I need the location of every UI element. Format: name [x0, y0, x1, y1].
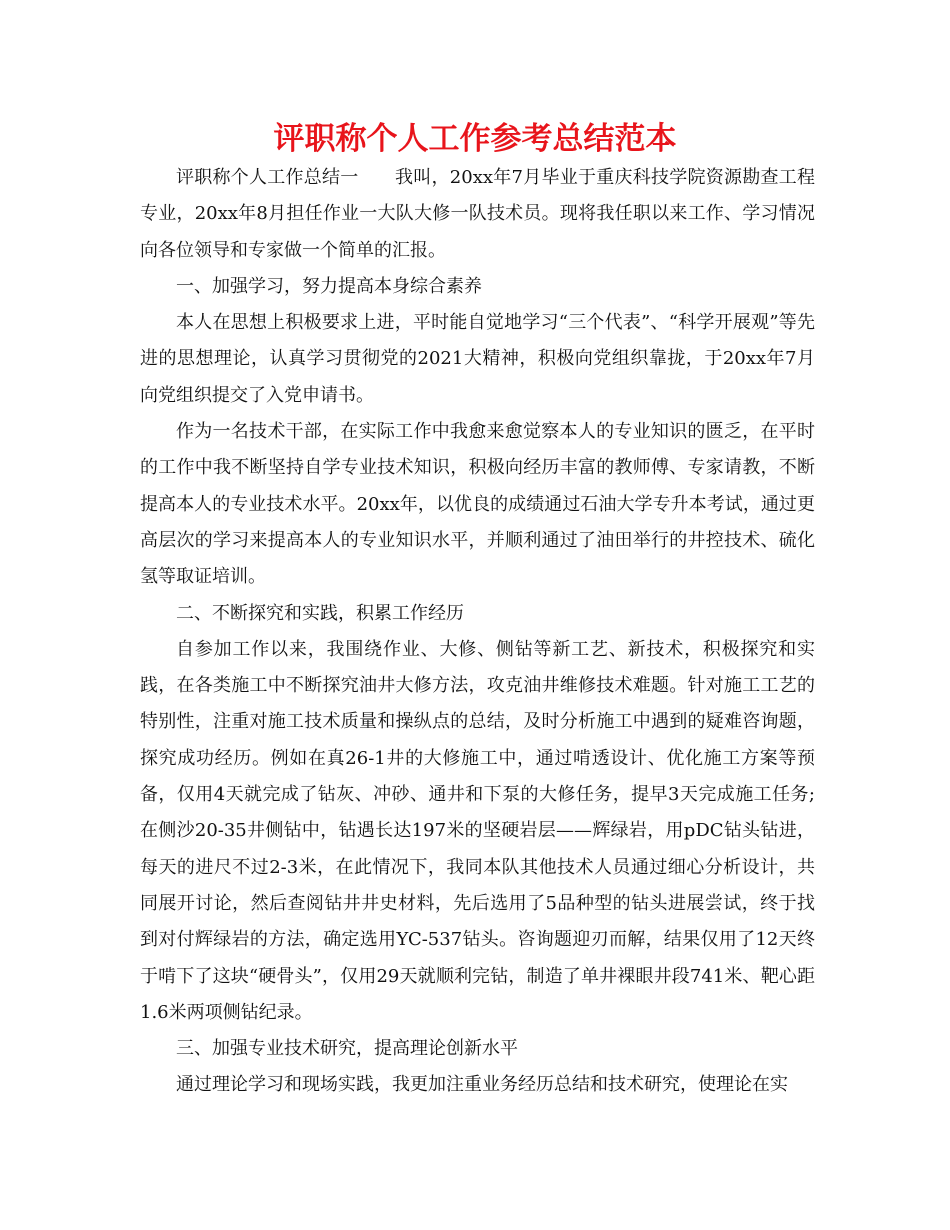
body-paragraph: 通过理论学习和现场实践，我更加注重业务经历总结和技术研究，使理论在实	[176, 1074, 788, 1096]
section-heading-1: 一、加强学习，努力提高本身综合素养	[176, 275, 482, 297]
section-heading-3: 三、加强专业技术研究，提高理论创新水平	[176, 1038, 518, 1060]
body-paragraph: 作为一名技术干部，在实际工作中我愈来愈觉察本人的专业知识的匮乏，在平时的工作中我不断坚持自学专业技术知识，积极向经历丰富的教师傅、专家请教，不断提高本人的专业技术水平。20xx年，以优良的成绩通过石油大学专升本考试，通过更高层次的学习来提高本人的专业知识水平，并顺利通过了油田举行的井控技术、硫化氢等取证培训。	[140, 421, 815, 588]
body-paragraph: 自参加工作以来，我围绕作业、大修、侧钻等新工艺、新技术，积极探究和实践，在各类施工中不断探究油井大修方法，攻克油井维修技术难题。针对施工工艺的特别性，注重对施工技术质量和操纵点的总结，及时分析施工中遇到的疑难咨询题，探究成功经历。例如在真26-1井的大修施工中，通过啃透设计、优化施工方案等预备，仅用4天就完成了钻灰、冲砂、通井和下泵的大修任务，提早3天完成施工任务;在侧沙20-35井侧钻中，钻遇长达197米的坚硬岩层——辉绿岩，用pDC钻头钻进，每天的进尺不过2-3米，在此情况下，我同本队其他技术人员通过细心分析设计，共同展开讨论，然后查阅钻井井史材料，先后选用了5品种型的钻头进展尝试，终于找到对付辉绿岩的方法，确定选用YC-537钻头。咨询题迎刃而解，结果仅用了12天终于啃下了这块“硬骨头”，仅用29天就顺利完钻，制造了单井裸眼井段741米、靶心距1.6米两项侧钻纪录。	[140, 638, 815, 1023]
section-heading-2: 二、不断探究和实践，积累工作经历	[176, 602, 464, 624]
document-title: 评职称个人工作参考总结范本	[273, 121, 677, 157]
intro-paragraph: 评职称个人工作总结一 我叫，20xx年7月毕业于重庆科技学院资源勘查工程专业，20xx年8月担任作业一大队大修一队技术员。现将我任职以来工作、学习情况向各位领导和专家做一个简单的汇报。	[140, 167, 815, 261]
document-body	[140, 160, 815, 1104]
body-paragraph: 本人在思想上积极要求上进，平时能自觉地学习“三个代表”、“科学开展观”等先进的思想理论，认真学习贯彻党的2021大精神，积极向党组织靠拢，于20xx年7月向党组织提交了入党申请书。	[140, 312, 815, 406]
